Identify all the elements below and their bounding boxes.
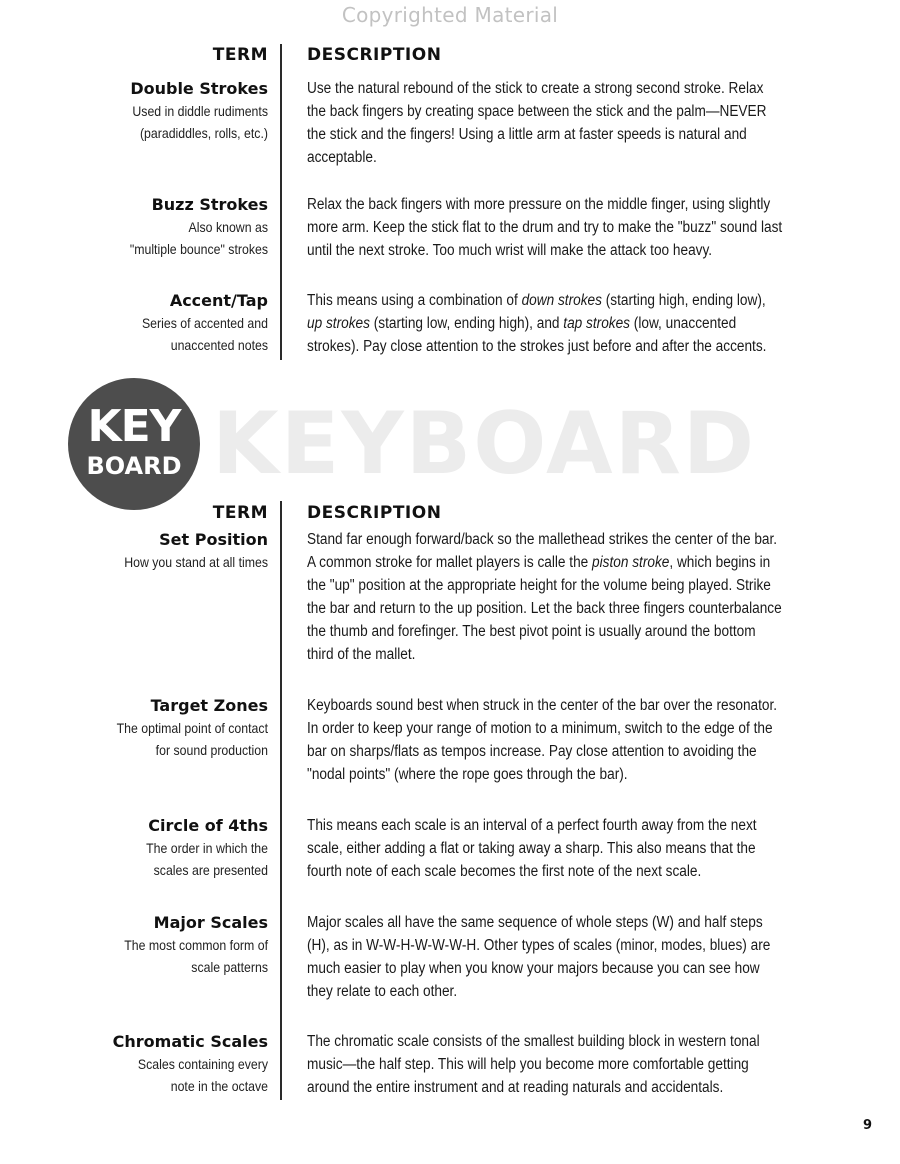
term-cell	[48, 1030, 268, 1097]
term-subtitle: The optimal point of contact	[116, 720, 269, 736]
description-emphasis: up strokes	[307, 315, 370, 332]
term-description	[307, 911, 853, 1003]
term-subtitle: scales are presented	[153, 862, 268, 878]
term-subtitle: The order in which the	[146, 840, 268, 856]
term-subtitle: note in the octave	[170, 1078, 268, 1094]
description-line: the thumb and forefinger. The best pivot point is usually around the bottom	[307, 623, 756, 640]
term-description	[307, 289, 853, 358]
page-number: 9	[862, 1118, 872, 1133]
column-divider	[280, 501, 282, 1100]
description-line: Relax the back fingers with more pressure on the middle finger, using slightly	[307, 196, 771, 213]
description-emphasis: tap strokes	[563, 315, 631, 332]
description-column-header: DESCRIPTION	[307, 45, 442, 65]
term-description	[307, 77, 853, 169]
description-line: Major scales all have the same sequence of whole steps (W) and half steps	[307, 914, 763, 931]
term-cell	[48, 289, 268, 356]
term-name: Circle of 4ths	[148, 816, 268, 835]
term-column-header: TERM	[212, 503, 268, 523]
description-emphasis: piston stroke	[592, 554, 670, 571]
badge-line-key: KEY	[87, 401, 181, 452]
description-line: This means each scale is an interval of a perfect fourth away from the next	[307, 817, 757, 834]
term-name: Double Strokes	[130, 79, 268, 98]
term-cell	[48, 814, 268, 881]
description-line: the "up" position at the appropriate height for the volume being played. Strike	[307, 577, 771, 594]
term-name: Buzz Strokes	[151, 195, 268, 214]
description-line: scale, either adding a flat or taking away a sharp. This also means that the	[307, 840, 756, 857]
description-line: strokes). Pay close attention to the strokes just before and after the accents.	[307, 338, 767, 355]
description-line	[307, 289, 853, 312]
description-line	[307, 312, 853, 335]
description-line: the stick and the fingers! Using a little arm at faster speeds is natural and	[307, 126, 747, 143]
description-line: Stand far enough forward/back so the mallethead strikes the center of the bar.	[307, 531, 778, 548]
term-subtitle: unaccented notes	[170, 337, 268, 353]
description-text: (low, unaccented	[630, 315, 737, 332]
description-column-header: DESCRIPTION	[307, 503, 442, 523]
term-description	[307, 193, 853, 262]
description-line: they relate to each other.	[307, 983, 458, 1000]
description-line: the back fingers by creating space between the stick and the palm—NEVER	[307, 103, 767, 120]
description-line: In order to keep your range of motion to a minimum, switch to the edge of the	[307, 720, 773, 737]
description-emphasis: down strokes	[521, 292, 602, 309]
term-subtitle: for sound production	[155, 742, 268, 758]
keyboard-section-banner	[0, 378, 900, 512]
term-column-header: TERM	[212, 45, 268, 65]
term-cell	[48, 77, 268, 144]
description-text: This means using a combination of	[307, 292, 522, 309]
term-description	[307, 1030, 853, 1099]
badge-line-board: BOARD	[86, 452, 182, 480]
term-subtitle: Series of accented and	[141, 315, 268, 331]
term-subtitle: Also known as	[188, 219, 268, 235]
term-cell	[48, 193, 268, 260]
description-line: the bar and return to the up position. Let the back three fingers counterbalance	[307, 600, 782, 617]
term-subtitle: scale patterns	[191, 959, 268, 975]
term-subtitle: Scales containing every	[137, 1056, 268, 1072]
term-subtitle: "multiple bounce" strokes	[129, 241, 268, 257]
description-line: "nodal points" (where the rope goes through the bar).	[307, 766, 628, 783]
term-cell	[48, 911, 268, 978]
description-text: (starting high, ending low),	[601, 292, 766, 309]
description-line: much easier to play when you know your majors because you can see how	[307, 960, 760, 977]
column-divider	[280, 44, 282, 360]
description-line: around the entire instrument and at reading naturals and accidentals.	[307, 1079, 724, 1096]
description-text: (starting low, ending high), and	[369, 315, 564, 332]
description-line: bar on sharps/flats as tempos increase. Pay close attention to avoiding the	[307, 743, 757, 760]
term-cell	[48, 694, 268, 761]
description-line: third of the mallet.	[307, 646, 416, 663]
term-subtitle: (paradiddles, rolls, etc.)	[139, 125, 268, 141]
description-line: music—the half step. This will help you become more comfortable getting	[307, 1056, 749, 1073]
term-name: Accent/Tap	[169, 291, 268, 310]
term-name: Target Zones	[150, 696, 268, 715]
description-line: Keyboards sound best when struck in the center of the bar over the resonator.	[307, 697, 778, 714]
description-text: A common stroke for mallet players is calle the	[307, 554, 593, 571]
description-line	[307, 551, 853, 574]
keyboard-section-title: KEYBOARD	[212, 394, 757, 494]
term-description	[307, 814, 853, 883]
term-name: Set Position	[159, 530, 268, 549]
description-line: more arm. Keep the stick flat to the drum and try to make the "buzz" sound last	[307, 219, 783, 236]
term-subtitle: Used in diddle rudiments	[132, 103, 268, 119]
term-name: Major Scales	[153, 913, 268, 932]
description-line: Use the natural rebound of the stick to create a strong second stroke. Relax	[307, 80, 764, 97]
description-line: fourth note of each scale becomes the first note of the next scale.	[307, 863, 702, 880]
copyright-watermark: Copyrighted Material	[341, 3, 559, 27]
description-line: until the next stroke. Too much wrist will make the attack too heavy.	[307, 242, 713, 259]
term-subtitle: The most common form of	[124, 937, 268, 953]
description-line: acceptable.	[307, 149, 377, 166]
description-line: The chromatic scale consists of the smallest building block in western tonal	[307, 1033, 760, 1050]
term-subtitle: How you stand at all times	[124, 554, 269, 570]
keyboard-badge	[68, 378, 200, 510]
term-description	[307, 694, 853, 786]
term-name: Chromatic Scales	[112, 1032, 268, 1051]
term-cell	[48, 528, 268, 573]
description-line: (H), as in W-W-H-W-W-W-H. Other types of scales (minor, modes, blues) are	[307, 937, 771, 954]
description-text: , which begins in	[669, 554, 771, 571]
term-description	[307, 528, 853, 666]
